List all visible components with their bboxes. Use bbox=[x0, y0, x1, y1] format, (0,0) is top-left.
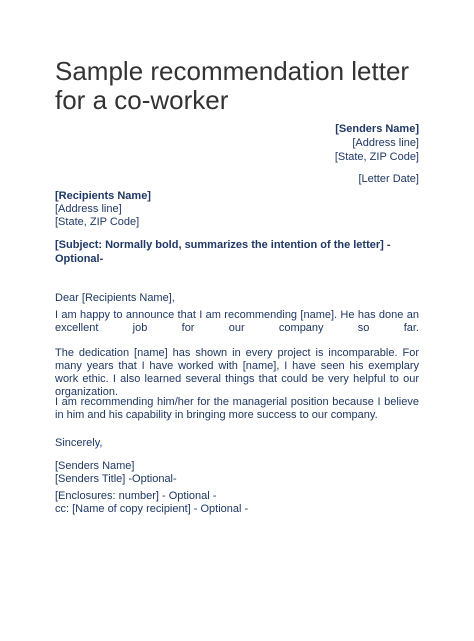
paragraph-1-line-1: I am happy to announce that I am recommending [name]. He has done an bbox=[55, 309, 419, 321]
sender-block bbox=[335, 122, 419, 164]
paragraph-2: The dedication [name] has shown in every project is incomparable. For many years that I have worked with [name], I have seen his exemplary work ethic. I also learned several things that could be very helpful to our organization. bbox=[55, 347, 419, 398]
enclosures-block bbox=[55, 490, 419, 516]
signature-title: [Senders Title] -Optional- bbox=[55, 473, 177, 485]
paragraph-1-line-2: excellent job for our company so far. bbox=[55, 322, 419, 334]
signature-name: [Senders Name] bbox=[55, 460, 135, 472]
subject-line: [Subject: Normally bold, summarizes the intention of the letter] - Optional- bbox=[55, 239, 391, 265]
paragraph-1 bbox=[55, 309, 419, 335]
recipient-state-zip: [State, ZIP Code] bbox=[55, 216, 140, 228]
closing: Sincerely, bbox=[55, 437, 103, 449]
cc-line: cc: [Name of copy recipient] - Optional - bbox=[55, 503, 249, 515]
signature-block bbox=[55, 460, 419, 486]
sender-state-zip: [State, ZIP Code] bbox=[334, 151, 419, 163]
recipient-address: [Address line] bbox=[55, 203, 122, 215]
letter-date: [Letter Date] bbox=[358, 173, 419, 185]
recipient-name: [Recipients Name] bbox=[55, 190, 151, 202]
recipient-block bbox=[55, 190, 151, 229]
sender-name: [Senders Name] bbox=[335, 123, 419, 135]
paragraph-3: I am recommending him/her for the managerial position because I believe in him and his capability in bringing more success to our company. bbox=[55, 396, 419, 421]
page-title: Sample recommendation letter for a co-worker bbox=[55, 56, 410, 115]
salutation: Dear [Recipients Name], bbox=[55, 292, 175, 304]
sender-address: [Address line] bbox=[352, 137, 419, 149]
enclosures-line: [Enclosures: number] - Optional - bbox=[55, 490, 217, 502]
